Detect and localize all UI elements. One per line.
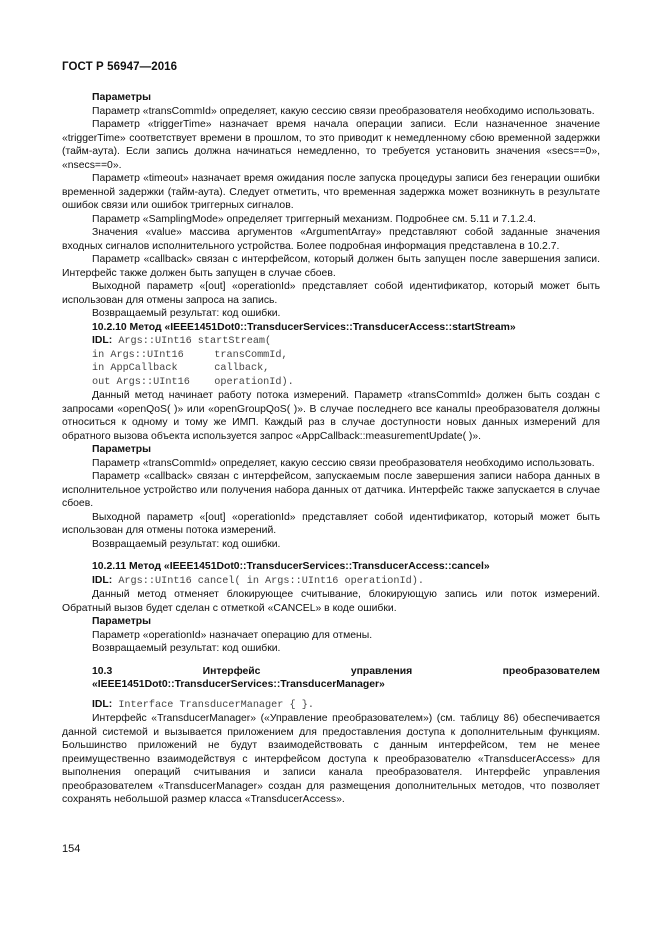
paragraph: Параметр «SamplingMode» определяет триггерный механизм. Подробнее см. 5.11 и 7.1.2.4.	[92, 213, 537, 225]
paragraph: Параметр «transCommId» определяет, какую сессию связи преобразователя необходимо использовать.	[92, 105, 595, 117]
params-heading: Параметры	[92, 444, 152, 455]
idl-code: Args::UInt16 startStream(	[112, 336, 272, 347]
idl-label: IDL:	[92, 335, 113, 346]
idl-code: Interface TransducerManager { }.	[112, 699, 314, 711]
paragraph: Возвращаемый результат: код ошибки.	[92, 643, 281, 654]
idl-param-line: out Args::UInt16 operationId).	[92, 376, 294, 388]
section-heading-10-2-11: 10.2.11 Метод «IEEE1451Dot0::TransducerServices::TransducerAccess::cancel»	[92, 561, 490, 572]
params-heading: Параметры	[92, 616, 152, 627]
paragraph: Параметр «timeout» назначает время ожидания после запуска процедуры записи без генерации ошибки временной задержки (тайм-аута). Следует отметить, что временная задержка может возникнуть в результате ошибок связи или ошибок триггерных сигналов.	[62, 173, 600, 211]
paragraph: Параметр «callback» связан с интерфейсом, который должен быть запущен после завершения записи. Интерфейс также должен быть запущен в случае сбоев.	[62, 254, 600, 279]
paragraph: Возвращаемый результат: код ошибки.	[92, 538, 281, 550]
idl-code: Args::UInt16 cancel( in Args::UInt16 operationId).	[112, 575, 424, 587]
paragraph: Выходной параметр «[out] «operationId» представляет собой идентификатор, который может быть использован для отмены запроса на запись.	[62, 281, 600, 306]
spacer	[62, 656, 600, 665]
paragraph: Интерфейс «TransducerManager» («Управление преобразователем») (см. таблицу 86) обеспечивается данной системой и вызывается приложением для предоставления доступа к дополнительным функциям. Большинство приложений не будут взаимодействовать с данным интерфейсом, тем не менее преимущественно взаимодействуя с интерфейсом доступа к преобразователю «TransducerAccess» для выполнения операций считывания и записи канала преобразователя. Интерфейс управления преобразователем «TransducerManager» создан для размещения дополнительных методов, что позволяет сохранять небольшой размер класса «TransducerAccess».	[62, 713, 600, 805]
paragraph: Параметр «triggerTime» назначает время начала операции записи. Если назначенное значение «triggerTime» соответствует времени в прошлом, то это приводит к немедленному сбою временной задержки (тайм-аута). Если запись должна начинаться немедленно, то требуется установить значения «secs==0», «nsecs==0».	[62, 119, 600, 171]
idl-label: IDL:	[92, 698, 113, 710]
paragraph: Параметр «callback» связан с интерфейсом, запускаемым после завершения записи набора данных в исполнительное устройство или получения набора данных от датчика. Интерфейс также запускается в случае сбоев.	[62, 471, 600, 509]
idl-signature	[62, 574, 600, 589]
paragraph: Выходной параметр «[out] «operationId» представляет собой идентификатор, который может быть использован для отмены потока измерений.	[62, 511, 600, 536]
section-heading-10-2-10: 10.2.10 Метод «IEEE1451Dot0::TransducerServices::TransducerAccess::startStream»	[92, 321, 516, 333]
paragraph: Данный метод отменяет блокирующее считывание, блокирующую запись или поток измерений. Обратный вызов будет сделан с отметкой «CANCEL» в коде ошибки.	[62, 589, 600, 614]
paragraph: Значения «value» массива аргументов «ArgumentArray» представляют собой заданные значения входных сигналов исполнительного устройства. Более подробная информация представлена в 10.2.7.	[62, 227, 600, 252]
idl-param-line: in Args::UInt16 transCommId,	[92, 349, 288, 361]
page-number: 154	[62, 843, 81, 855]
idl-label: IDL:	[92, 574, 113, 586]
document-header: ГОСТ Р 56947—2016	[62, 61, 178, 73]
params-heading: Параметры	[92, 92, 152, 103]
idl-signature	[62, 334, 600, 349]
idl-param-line: in AppCallback callback,	[92, 363, 270, 374]
paragraph: Параметр «transCommId» определяет, какую сессию связи преобразователя необходимо использовать.	[92, 457, 595, 469]
spacer	[62, 551, 600, 560]
page-content	[62, 91, 600, 807]
paragraph: Возвращаемый результат: код ошибки.	[92, 308, 281, 319]
idl-signature	[62, 698, 600, 713]
paragraph: Данный метод начинает работу потока измерений. Параметр «transCommId» должен быть создан с запросами «openQoS( )» или «openGroupQoS( )». В случае последнего все каналы преобразователя должны относиться к одному и тому же ИМП. Каждый раз в случае доступности новых данных измерений для обратного вызова объекта используется запрос «AppCallback::measurementUpdate( )».	[62, 390, 600, 442]
section-heading-10-3: 10.3 Интерфейс управления преобразователем «IEEE1451Dot0::TransducerServices::TransducerManager»	[92, 665, 600, 690]
paragraph: Параметр «operationId» назначает операцию для отмены.	[92, 629, 373, 641]
